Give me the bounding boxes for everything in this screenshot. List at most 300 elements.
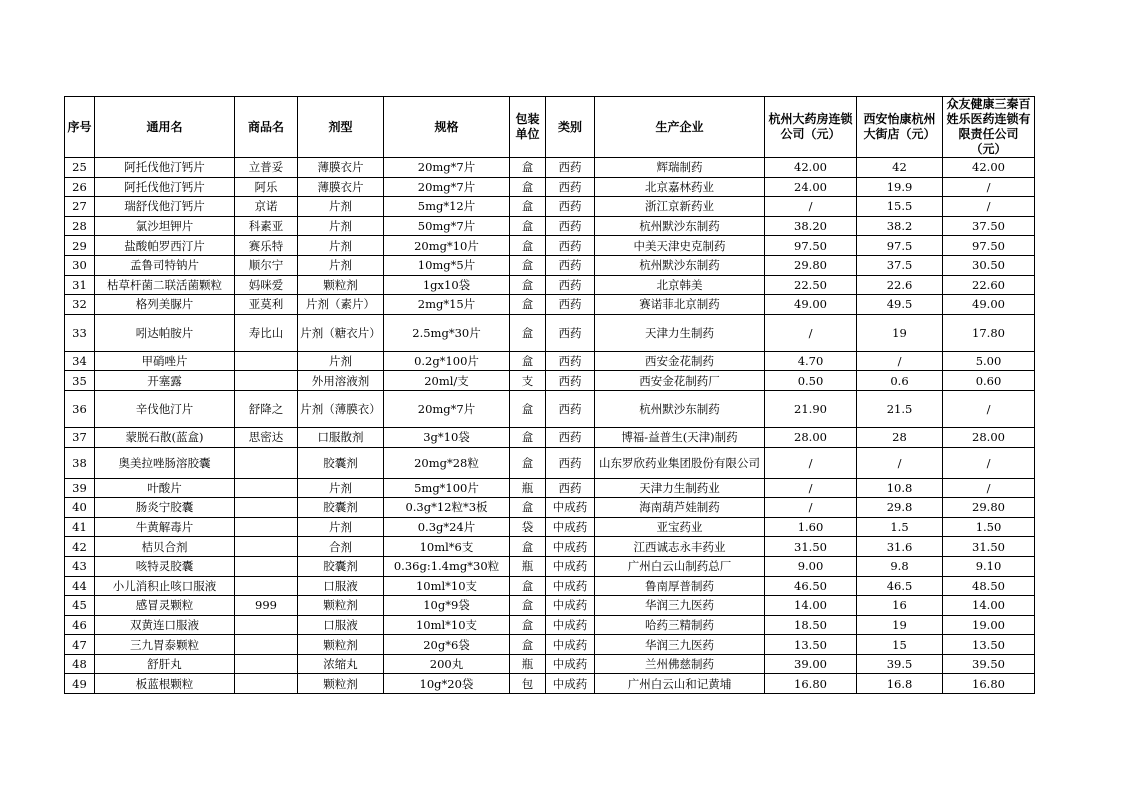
cell-generic-name: 双黄连口服液 xyxy=(95,615,235,635)
cell-index: 48 xyxy=(65,654,95,674)
cell-package-unit: 盒 xyxy=(510,351,546,371)
cell-price-hangzhou: 97.50 xyxy=(765,236,857,256)
cell-package-unit: 盒 xyxy=(510,596,546,616)
cell-price-yikang: 21.5 xyxy=(857,390,943,427)
table-row xyxy=(65,371,1035,391)
cell-price-zhongyou: 1.50 xyxy=(943,517,1035,537)
cell-dosage-form: 片剂 xyxy=(298,197,384,217)
cell-price-hangzhou: / xyxy=(765,314,857,351)
table-row xyxy=(65,517,1035,537)
cell-category: 西药 xyxy=(546,255,595,275)
cell-specification: 5mg*100片 xyxy=(384,478,510,498)
price-table xyxy=(64,96,1035,694)
cell-category: 中成药 xyxy=(546,635,595,655)
cell-price-hangzhou: 0.50 xyxy=(765,371,857,391)
table-row xyxy=(65,615,1035,635)
cell-package-unit: 盒 xyxy=(510,314,546,351)
cell-price-hangzhou: 46.50 xyxy=(765,576,857,596)
cell-package-unit: 盒 xyxy=(510,427,546,447)
table-row xyxy=(65,158,1035,178)
header-cell-generic-name: 通用名 xyxy=(95,97,235,158)
cell-generic-name: 阿托伐他汀钙片 xyxy=(95,177,235,197)
cell-price-zhongyou: 31.50 xyxy=(943,537,1035,557)
cell-brand-name xyxy=(235,635,298,655)
cell-price-yikang: 42 xyxy=(857,158,943,178)
cell-price-zhongyou: 49.00 xyxy=(943,295,1035,315)
cell-brand-name: 思密达 xyxy=(235,427,298,447)
cell-category: 西药 xyxy=(546,216,595,236)
cell-index: 25 xyxy=(65,158,95,178)
table-row xyxy=(65,635,1035,655)
cell-index: 34 xyxy=(65,351,95,371)
cell-manufacturer: 辉瑞制药 xyxy=(595,158,765,178)
cell-price-yikang: 97.5 xyxy=(857,236,943,256)
cell-price-yikang: 15.5 xyxy=(857,197,943,217)
cell-brand-name: 赛乐特 xyxy=(235,236,298,256)
cell-generic-name: 格列美脲片 xyxy=(95,295,235,315)
cell-manufacturer: 中美天津史克制药 xyxy=(595,236,765,256)
cell-category: 中成药 xyxy=(546,517,595,537)
header-cell-specification: 规格 xyxy=(384,97,510,158)
cell-price-hangzhou: 38.20 xyxy=(765,216,857,236)
cell-price-yikang: 38.2 xyxy=(857,216,943,236)
cell-specification: 20mg*28粒 xyxy=(384,447,510,478)
cell-specification: 5mg*12片 xyxy=(384,197,510,217)
cell-package-unit: 盒 xyxy=(510,615,546,635)
cell-brand-name: 阿乐 xyxy=(235,177,298,197)
cell-manufacturer: 亚宝药业 xyxy=(595,517,765,537)
cell-manufacturer: 北京韩美 xyxy=(595,275,765,295)
cell-index: 29 xyxy=(65,236,95,256)
cell-price-hangzhou: 4.70 xyxy=(765,351,857,371)
cell-price-hangzhou: 13.50 xyxy=(765,635,857,655)
cell-price-zhongyou: 14.00 xyxy=(943,596,1035,616)
cell-dosage-form: 片剂（素片） xyxy=(298,295,384,315)
header-cell-price-hangzhou: 杭州大药房连锁公司（元） xyxy=(765,97,857,158)
cell-category: 中成药 xyxy=(546,596,595,616)
cell-index: 28 xyxy=(65,216,95,236)
cell-brand-name: 京诺 xyxy=(235,197,298,217)
cell-dosage-form: 浓缩丸 xyxy=(298,654,384,674)
cell-brand-name xyxy=(235,447,298,478)
cell-dosage-form: 胶囊剂 xyxy=(298,498,384,518)
cell-price-yikang: 22.6 xyxy=(857,275,943,295)
cell-price-zhongyou: / xyxy=(943,197,1035,217)
cell-package-unit: 盒 xyxy=(510,216,546,236)
cell-category: 西药 xyxy=(546,427,595,447)
cell-manufacturer: 山东罗欣药业集团股份有限公司 xyxy=(595,447,765,478)
cell-index: 47 xyxy=(65,635,95,655)
cell-package-unit: 支 xyxy=(510,371,546,391)
cell-manufacturer: 广州白云山制药总厂 xyxy=(595,556,765,576)
cell-category: 西药 xyxy=(546,390,595,427)
cell-category: 西药 xyxy=(546,447,595,478)
table-row xyxy=(65,427,1035,447)
cell-price-zhongyou: 0.60 xyxy=(943,371,1035,391)
cell-index: 31 xyxy=(65,275,95,295)
cell-dosage-form: 片剂 xyxy=(298,517,384,537)
cell-generic-name: 小儿消积止咳口服液 xyxy=(95,576,235,596)
cell-generic-name: 舒肝丸 xyxy=(95,654,235,674)
cell-price-zhongyou: / xyxy=(943,390,1035,427)
cell-manufacturer: 浙江京新药业 xyxy=(595,197,765,217)
table-row xyxy=(65,537,1035,557)
cell-manufacturer: 江西诚志永丰药业 xyxy=(595,537,765,557)
cell-brand-name xyxy=(235,674,298,694)
cell-price-zhongyou: / xyxy=(943,447,1035,478)
cell-brand-name: 寿比山 xyxy=(235,314,298,351)
cell-category: 西药 xyxy=(546,158,595,178)
table-row xyxy=(65,654,1035,674)
cell-price-zhongyou: 39.50 xyxy=(943,654,1035,674)
cell-price-yikang: 19 xyxy=(857,314,943,351)
cell-package-unit: 盒 xyxy=(510,236,546,256)
cell-package-unit: 盒 xyxy=(510,177,546,197)
cell-generic-name: 瑞舒伐他汀钙片 xyxy=(95,197,235,217)
cell-brand-name: 科素亚 xyxy=(235,216,298,236)
cell-specification: 10ml*10支 xyxy=(384,615,510,635)
table-row xyxy=(65,596,1035,616)
cell-dosage-form: 胶囊剂 xyxy=(298,447,384,478)
cell-dosage-form: 口服液 xyxy=(298,615,384,635)
cell-specification: 10mg*5片 xyxy=(384,255,510,275)
cell-generic-name: 板蓝根颗粒 xyxy=(95,674,235,694)
cell-price-zhongyou: 42.00 xyxy=(943,158,1035,178)
cell-price-hangzhou: 31.50 xyxy=(765,537,857,557)
cell-generic-name: 感冒灵颗粒 xyxy=(95,596,235,616)
cell-category: 西药 xyxy=(546,197,595,217)
cell-specification: 2mg*15片 xyxy=(384,295,510,315)
cell-price-yikang: 1.5 xyxy=(857,517,943,537)
cell-index: 38 xyxy=(65,447,95,478)
cell-price-zhongyou: 9.10 xyxy=(943,556,1035,576)
cell-index: 33 xyxy=(65,314,95,351)
cell-price-hangzhou: 22.50 xyxy=(765,275,857,295)
cell-generic-name: 孟鲁司特钠片 xyxy=(95,255,235,275)
header-row xyxy=(65,97,1035,158)
table-row xyxy=(65,478,1035,498)
cell-specification: 50mg*7片 xyxy=(384,216,510,236)
cell-package-unit: 盒 xyxy=(510,390,546,427)
cell-price-zhongyou: 13.50 xyxy=(943,635,1035,655)
header-cell-index: 序号 xyxy=(65,97,95,158)
cell-price-hangzhou: 9.00 xyxy=(765,556,857,576)
cell-package-unit: 袋 xyxy=(510,517,546,537)
cell-specification: 20mg*10片 xyxy=(384,236,510,256)
header-cell-dosage-form: 剂型 xyxy=(298,97,384,158)
cell-package-unit: 盒 xyxy=(510,498,546,518)
cell-price-yikang: / xyxy=(857,447,943,478)
table-row xyxy=(65,197,1035,217)
cell-category: 中成药 xyxy=(546,654,595,674)
cell-generic-name: 牛黄解毒片 xyxy=(95,517,235,537)
cell-brand-name xyxy=(235,615,298,635)
cell-price-zhongyou: 22.60 xyxy=(943,275,1035,295)
cell-generic-name: 辛伐他汀片 xyxy=(95,390,235,427)
cell-manufacturer: 赛诺菲北京制药 xyxy=(595,295,765,315)
cell-price-yikang: 15 xyxy=(857,635,943,655)
cell-generic-name: 氯沙坦钾片 xyxy=(95,216,235,236)
cell-manufacturer: 兰州佛慈制药 xyxy=(595,654,765,674)
cell-price-hangzhou: 42.00 xyxy=(765,158,857,178)
cell-manufacturer: 西安金花制药厂 xyxy=(595,371,765,391)
cell-manufacturer: 西安金花制药 xyxy=(595,351,765,371)
cell-generic-name: 三九胃泰颗粒 xyxy=(95,635,235,655)
cell-price-zhongyou: 19.00 xyxy=(943,615,1035,635)
table-row xyxy=(65,576,1035,596)
cell-specification: 20mg*7片 xyxy=(384,158,510,178)
cell-package-unit: 盒 xyxy=(510,275,546,295)
cell-generic-name: 甲硝唑片 xyxy=(95,351,235,371)
cell-price-hangzhou: / xyxy=(765,478,857,498)
cell-price-hangzhou: / xyxy=(765,498,857,518)
cell-price-yikang: 49.5 xyxy=(857,295,943,315)
cell-category: 西药 xyxy=(546,351,595,371)
cell-brand-name: 999 xyxy=(235,596,298,616)
cell-specification: 10g*20袋 xyxy=(384,674,510,694)
cell-price-hangzhou: 16.80 xyxy=(765,674,857,694)
cell-brand-name: 立普妥 xyxy=(235,158,298,178)
cell-index: 49 xyxy=(65,674,95,694)
cell-package-unit: 盒 xyxy=(510,537,546,557)
cell-index: 37 xyxy=(65,427,95,447)
table-row xyxy=(65,255,1035,275)
cell-specification: 2.5mg*30片 xyxy=(384,314,510,351)
cell-dosage-form: 口服散剂 xyxy=(298,427,384,447)
cell-specification: 0.3g*12粒*3板 xyxy=(384,498,510,518)
cell-price-hangzhou: 28.00 xyxy=(765,427,857,447)
cell-index: 40 xyxy=(65,498,95,518)
cell-dosage-form: 颗粒剂 xyxy=(298,635,384,655)
cell-specification: 1gx10袋 xyxy=(384,275,510,295)
cell-manufacturer: 广州白云山和记黄埔 xyxy=(595,674,765,694)
cell-specification: 10g*9袋 xyxy=(384,596,510,616)
cell-index: 43 xyxy=(65,556,95,576)
cell-brand-name xyxy=(235,351,298,371)
cell-brand-name: 舒降之 xyxy=(235,390,298,427)
cell-price-yikang: 37.5 xyxy=(857,255,943,275)
cell-price-hangzhou: 29.80 xyxy=(765,255,857,275)
cell-package-unit: 包 xyxy=(510,674,546,694)
cell-category: 中成药 xyxy=(546,674,595,694)
cell-price-hangzhou: 49.00 xyxy=(765,295,857,315)
cell-manufacturer: 鲁南厚普制药 xyxy=(595,576,765,596)
table-row xyxy=(65,295,1035,315)
cell-dosage-form: 片剂 xyxy=(298,236,384,256)
cell-price-yikang: 19.9 xyxy=(857,177,943,197)
cell-index: 35 xyxy=(65,371,95,391)
cell-price-hangzhou: 14.00 xyxy=(765,596,857,616)
cell-brand-name xyxy=(235,478,298,498)
cell-generic-name: 盐酸帕罗西汀片 xyxy=(95,236,235,256)
cell-category: 西药 xyxy=(546,478,595,498)
cell-generic-name: 肠炎宁胶囊 xyxy=(95,498,235,518)
cell-dosage-form: 片剂 xyxy=(298,351,384,371)
cell-specification: 20mg*7片 xyxy=(384,177,510,197)
cell-package-unit: 瓶 xyxy=(510,654,546,674)
cell-specification: 0.36g:1.4mg*30粒 xyxy=(384,556,510,576)
cell-category: 中成药 xyxy=(546,556,595,576)
cell-brand-name: 亚莫利 xyxy=(235,295,298,315)
cell-dosage-form: 片剂 xyxy=(298,255,384,275)
cell-index: 26 xyxy=(65,177,95,197)
cell-generic-name: 枯草杆菌二联活菌颗粒 xyxy=(95,275,235,295)
cell-index: 36 xyxy=(65,390,95,427)
table-row xyxy=(65,275,1035,295)
cell-price-zhongyou: / xyxy=(943,177,1035,197)
cell-specification: 20g*6袋 xyxy=(384,635,510,655)
cell-dosage-form: 颗粒剂 xyxy=(298,596,384,616)
cell-package-unit: 盒 xyxy=(510,158,546,178)
cell-price-yikang: 9.8 xyxy=(857,556,943,576)
table-body xyxy=(65,158,1035,694)
cell-price-hangzhou: 39.00 xyxy=(765,654,857,674)
cell-price-zhongyou: 29.80 xyxy=(943,498,1035,518)
cell-category: 西药 xyxy=(546,314,595,351)
header-cell-brand-name: 商品名 xyxy=(235,97,298,158)
cell-dosage-form: 颗粒剂 xyxy=(298,674,384,694)
cell-price-zhongyou: 28.00 xyxy=(943,427,1035,447)
cell-index: 42 xyxy=(65,537,95,557)
table-row xyxy=(65,216,1035,236)
header-cell-category: 类别 xyxy=(546,97,595,158)
cell-manufacturer: 天津力生制药业 xyxy=(595,478,765,498)
cell-price-hangzhou: / xyxy=(765,447,857,478)
cell-manufacturer: 杭州默沙东制药 xyxy=(595,390,765,427)
cell-dosage-form: 片剂（薄膜衣） xyxy=(298,390,384,427)
cell-price-yikang: 31.6 xyxy=(857,537,943,557)
cell-brand-name xyxy=(235,371,298,391)
cell-brand-name xyxy=(235,517,298,537)
cell-generic-name: 叶酸片 xyxy=(95,478,235,498)
cell-manufacturer: 博福-益普生(天津)制药 xyxy=(595,427,765,447)
cell-manufacturer: 哈药三精制药 xyxy=(595,615,765,635)
table-row xyxy=(65,351,1035,371)
cell-dosage-form: 薄膜衣片 xyxy=(298,177,384,197)
cell-price-hangzhou: 21.90 xyxy=(765,390,857,427)
cell-index: 44 xyxy=(65,576,95,596)
cell-category: 西药 xyxy=(546,236,595,256)
cell-category: 中成药 xyxy=(546,576,595,596)
cell-category: 西药 xyxy=(546,177,595,197)
cell-category: 中成药 xyxy=(546,498,595,518)
cell-generic-name: 开塞露 xyxy=(95,371,235,391)
header-cell-manufacturer: 生产企业 xyxy=(595,97,765,158)
table-row xyxy=(65,236,1035,256)
cell-specification: 0.2g*100片 xyxy=(384,351,510,371)
cell-brand-name xyxy=(235,498,298,518)
cell-package-unit: 盒 xyxy=(510,255,546,275)
cell-specification: 20mg*7片 xyxy=(384,390,510,427)
cell-specification: 200丸 xyxy=(384,654,510,674)
table-row xyxy=(65,674,1035,694)
cell-package-unit: 盒 xyxy=(510,635,546,655)
header-cell-price-yikang: 西安怡康杭州大街店（元） xyxy=(857,97,943,158)
cell-dosage-form: 外用溶液剂 xyxy=(298,371,384,391)
cell-category: 西药 xyxy=(546,371,595,391)
cell-dosage-form: 胶囊剂 xyxy=(298,556,384,576)
header-cell-package-unit: 包装单位 xyxy=(510,97,546,158)
table-row xyxy=(65,498,1035,518)
cell-category: 中成药 xyxy=(546,615,595,635)
cell-price-yikang: 0.6 xyxy=(857,371,943,391)
cell-specification: 0.3g*24片 xyxy=(384,517,510,537)
cell-category: 中成药 xyxy=(546,537,595,557)
cell-package-unit: 盒 xyxy=(510,197,546,217)
cell-price-yikang: 19 xyxy=(857,615,943,635)
header-cell-price-zhongyou: 众友健康三秦百姓乐医药连锁有限责任公司（元） xyxy=(943,97,1035,158)
cell-price-yikang: 28 xyxy=(857,427,943,447)
cell-dosage-form: 合剂 xyxy=(298,537,384,557)
cell-generic-name: 奥美拉唑肠溶胶囊 xyxy=(95,447,235,478)
cell-brand-name xyxy=(235,654,298,674)
cell-price-zhongyou: 17.80 xyxy=(943,314,1035,351)
cell-specification: 10ml*10支 xyxy=(384,576,510,596)
cell-price-zhongyou: / xyxy=(943,478,1035,498)
cell-dosage-form: 颗粒剂 xyxy=(298,275,384,295)
cell-specification: 10ml*6支 xyxy=(384,537,510,557)
cell-manufacturer: 海南葫芦娃制药 xyxy=(595,498,765,518)
cell-package-unit: 瓶 xyxy=(510,478,546,498)
cell-price-hangzhou: 24.00 xyxy=(765,177,857,197)
cell-price-hangzhou: / xyxy=(765,197,857,217)
cell-index: 39 xyxy=(65,478,95,498)
cell-price-yikang: / xyxy=(857,351,943,371)
cell-package-unit: 盒 xyxy=(510,576,546,596)
cell-manufacturer: 天津力生制药 xyxy=(595,314,765,351)
cell-generic-name: 阿托伐他汀钙片 xyxy=(95,158,235,178)
cell-price-yikang: 39.5 xyxy=(857,654,943,674)
cell-price-zhongyou: 97.50 xyxy=(943,236,1035,256)
cell-category: 西药 xyxy=(546,275,595,295)
cell-index: 41 xyxy=(65,517,95,537)
cell-generic-name: 吲达帕胺片 xyxy=(95,314,235,351)
cell-specification: 20ml/支 xyxy=(384,371,510,391)
cell-brand-name: 妈咪爱 xyxy=(235,275,298,295)
cell-price-hangzhou: 1.60 xyxy=(765,517,857,537)
table-row xyxy=(65,177,1035,197)
cell-manufacturer: 华润三九医药 xyxy=(595,635,765,655)
cell-brand-name xyxy=(235,576,298,596)
cell-price-yikang: 29.8 xyxy=(857,498,943,518)
cell-generic-name: 桔贝合剂 xyxy=(95,537,235,557)
cell-price-zhongyou: 48.50 xyxy=(943,576,1035,596)
cell-price-zhongyou: 5.00 xyxy=(943,351,1035,371)
cell-index: 27 xyxy=(65,197,95,217)
cell-package-unit: 盒 xyxy=(510,295,546,315)
cell-index: 46 xyxy=(65,615,95,635)
cell-price-yikang: 10.8 xyxy=(857,478,943,498)
cell-price-hangzhou: 18.50 xyxy=(765,615,857,635)
table-row xyxy=(65,556,1035,576)
cell-dosage-form: 薄膜衣片 xyxy=(298,158,384,178)
cell-manufacturer: 华润三九医药 xyxy=(595,596,765,616)
cell-price-zhongyou: 30.50 xyxy=(943,255,1035,275)
table-row xyxy=(65,314,1035,351)
cell-price-yikang: 16 xyxy=(857,596,943,616)
cell-dosage-form: 片剂 xyxy=(298,216,384,236)
cell-specification: 3g*10袋 xyxy=(384,427,510,447)
cell-price-zhongyou: 16.80 xyxy=(943,674,1035,694)
cell-package-unit: 盒 xyxy=(510,447,546,478)
cell-dosage-form: 片剂 xyxy=(298,478,384,498)
cell-category: 西药 xyxy=(546,295,595,315)
cell-index: 32 xyxy=(65,295,95,315)
cell-package-unit: 瓶 xyxy=(510,556,546,576)
cell-price-zhongyou: 37.50 xyxy=(943,216,1035,236)
table-row xyxy=(65,390,1035,427)
cell-brand-name xyxy=(235,537,298,557)
